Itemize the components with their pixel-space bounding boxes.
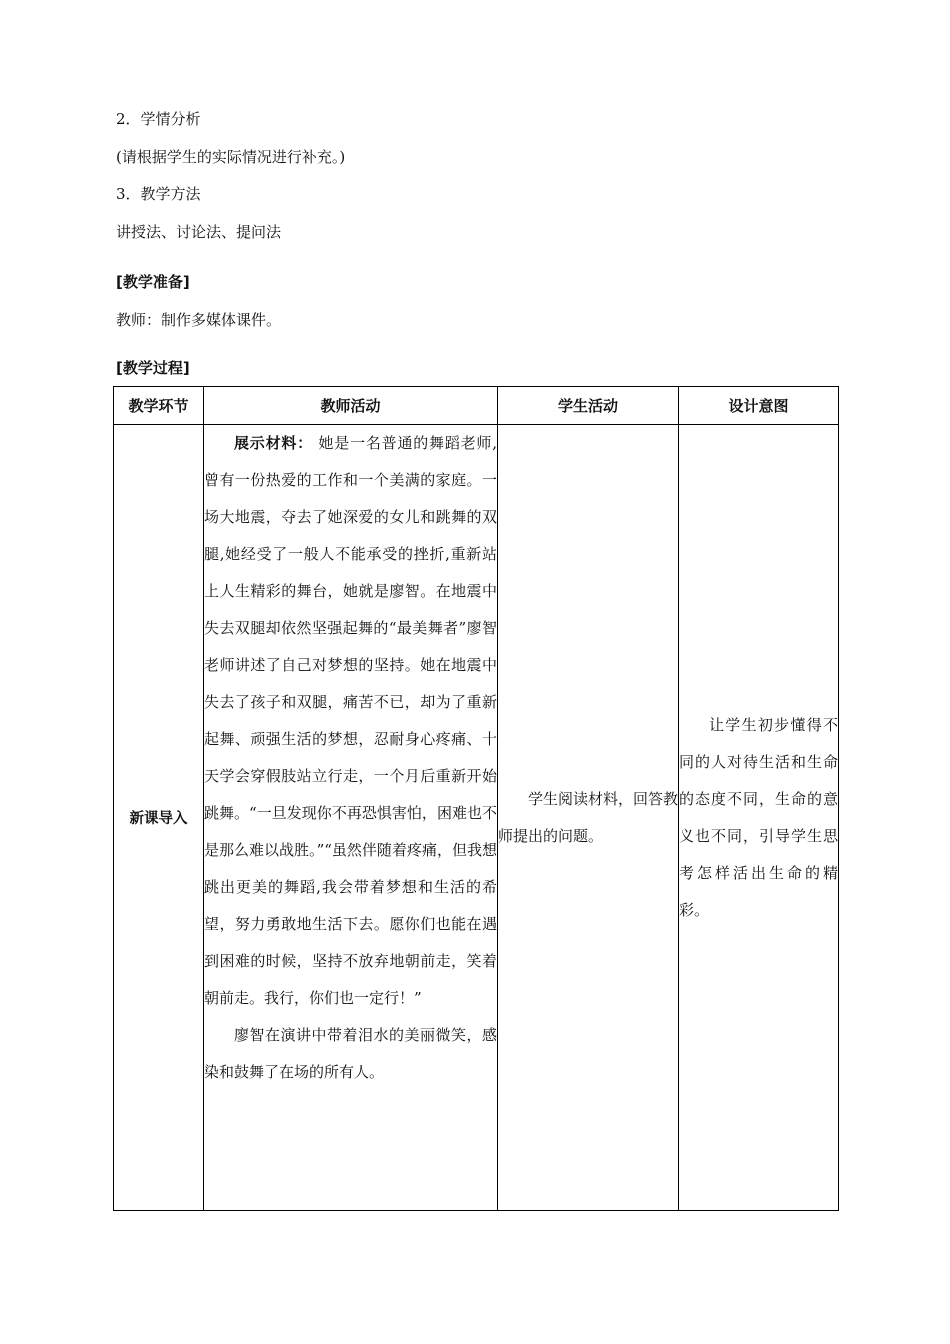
table-header-row	[114, 387, 839, 425]
method-heading: 3．教学方法	[116, 185, 201, 203]
stage-cell: 新课导入	[114, 425, 204, 1211]
student-activity-text: 学生阅读材料，回答教师提出的问题。	[498, 789, 679, 845]
material-label: 展示材料：	[234, 434, 313, 452]
header-teacher-activity: 教师活动	[204, 387, 498, 425]
analysis-note: (请根据学生的实际情况进行补充。)	[116, 148, 346, 166]
method-text: 讲授法、讨论法、提问法	[116, 223, 282, 241]
table-row	[114, 425, 839, 1211]
teaching-process-table	[113, 386, 839, 1211]
student-activity-cell	[498, 425, 679, 1211]
prep-text: 教师：制作多媒体课件。	[116, 311, 282, 329]
teacher-paragraph-2: 廖智在演讲中带着泪水的美丽微笑，感染和鼓舞了在场的所有人。	[204, 1026, 497, 1081]
material-text: 她是一名普通的舞蹈老师,曾有一份热爱的工作和一个美满的家庭。一场大地震，夺去了她深爱的女儿和跳舞的双腿,她经受了一般人不能承受的挫折,重新站上人生精彩的舞台，她就是廖智。在地震中失去双腿却依然坚强起舞的“最美舞者”廖智老师讲述了自己对梦想的坚持。她在地震中失去了孩子和双腿，痛苦不已，却为了重新起舞、顽强生活的梦想，忍耐身心疼痛、十天学会穿假肢站立行走，一个月后重新开始跳舞。“一旦发现你不再恐惧害怕，困难也不是那么难以战胜。”“虽然伴随着疼痛，但我想跳出更美的舞蹈,我会带着梦想和生活的希望，努力勇敢地生活下去。愿你们也能在遇到困难的时候，坚持不放弃地朝前走，笑着朝前走。我行，你们也一定行！”	[204, 434, 497, 1007]
header-student-activity: 学生活动	[498, 387, 679, 425]
teacher-paragraph-1	[204, 425, 497, 1017]
design-intent-text: 让学生初步懂得不同的人对待生活和生命的态度不同，生命的意义也不同，引导学生思考怎样活出生命的精彩。	[679, 715, 838, 919]
analysis-heading: 2．学情分析	[116, 110, 201, 128]
design-intent-cell	[679, 425, 839, 1211]
header-design-intent: 设计意图	[679, 387, 839, 425]
teacher-activity-cell	[204, 425, 498, 1211]
process-heading: [教学过程]	[116, 359, 190, 377]
prep-heading: [教学准备]	[116, 273, 190, 291]
header-stage: 教学环节	[114, 387, 204, 425]
